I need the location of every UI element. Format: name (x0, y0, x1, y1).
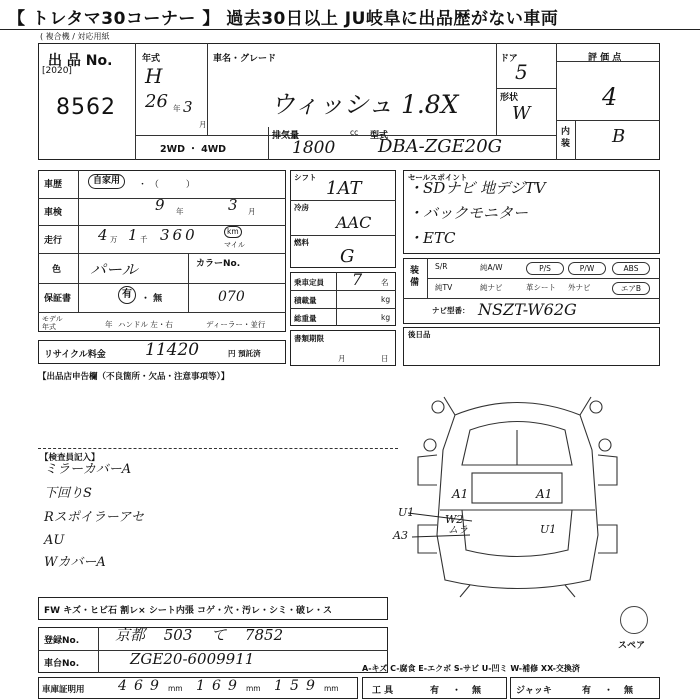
notes-label: 後日品 (408, 330, 431, 339)
doors-value: 5 (515, 60, 528, 84)
equipment-item: P/W (568, 262, 606, 275)
capacity-label: 乗車定員 (294, 278, 324, 287)
certificate-digit: 9 (228, 678, 237, 694)
shift-label: シフト (294, 173, 317, 182)
color-value: パール (90, 260, 138, 279)
chassis-label: 車台No. (44, 659, 80, 669)
inspector-line-4: AU (44, 533, 65, 548)
equipment-item: 革シート (526, 283, 556, 292)
lot-number: 8562 (56, 95, 116, 120)
month-unit: 月 (199, 120, 207, 129)
history-selected-text: 自家用 (93, 176, 121, 186)
displacement-value: 1800 (292, 138, 336, 158)
displacement-label: 排気量 (272, 131, 300, 141)
capacity-unit: 名 (381, 278, 389, 287)
sales-point-1-text: SDナビ 地デジTV (423, 179, 546, 197)
registration-value: 京都 503 て 7852 (115, 626, 284, 644)
equipment-item: S/R (435, 262, 448, 271)
car-name-value: ウィッシュ 1.8X (270, 90, 459, 119)
recycle-value: 11420 (145, 340, 200, 360)
lot-year-tag: [2020] (42, 66, 72, 76)
docs-month: 月 (338, 354, 346, 363)
certificate-digit: 9 (150, 678, 159, 694)
fw-row-text: FW キズ・ヒビ石 割レ× シート内張 コゲ・穴・汚レ・シミ・破レ・ス (44, 606, 332, 616)
equipment-item: P/S (526, 262, 564, 275)
sales-points-label: セールスポイント (408, 173, 468, 182)
load-label: 積載量 (294, 296, 317, 305)
score-label: 評 価 点 (588, 53, 622, 63)
model-code-label: 型式 (370, 131, 389, 141)
equipment-item: 外ナビ (568, 283, 591, 292)
inspection-year: 9 (155, 196, 165, 214)
inspector-line-2: 下回りS (44, 486, 92, 501)
inspector-line-3: Rスポイラーアセ (44, 510, 145, 525)
equipment-item: 純ナビ (480, 283, 503, 292)
ac-value: AAC (336, 213, 372, 232)
inspector-label: 【検査員記入】 (40, 453, 100, 463)
mileage-label: 走行 (44, 236, 63, 246)
mark-w2: W2 (445, 513, 464, 526)
equipment-item: 純A/W (480, 263, 503, 272)
year-value: 26 (145, 91, 168, 112)
drive-type: 2WD ・ 4WD (160, 144, 227, 155)
warranty-sep: ・ 無 (141, 294, 163, 304)
year-month: 3 (183, 98, 193, 116)
jack-no: 無 (624, 686, 634, 696)
certificate-digit: 9 (306, 678, 315, 694)
mileage-sen: 1 (128, 226, 138, 244)
recycle-unit: 円 預託済 (228, 349, 261, 358)
equipment-item: エアB (612, 282, 650, 295)
inspector-line-1: ミラーカバーA (44, 462, 132, 477)
car-name-label: 車名・グレード (213, 54, 277, 64)
equipment-item: ABS (612, 262, 650, 275)
inspection-label: 車検 (44, 208, 63, 218)
warranty-yes (118, 286, 136, 304)
certificate-digit: 1 (196, 678, 205, 694)
load-unit: kg (381, 295, 391, 304)
mark-mura: ムラ (448, 525, 468, 536)
certificate-unit: mm (324, 684, 339, 693)
dealer: ディーラー・並行 (206, 320, 266, 329)
score-value: 4 (602, 83, 618, 111)
warranty-label: 保証書 (44, 294, 72, 304)
sales-point-1: ・SDナビ 地デジTV (408, 179, 546, 197)
jack-label: ジャッキ (516, 686, 552, 696)
warranty-yes-text: 有 (122, 289, 132, 300)
docs-label: 書類期限 (294, 334, 324, 343)
vehicle-info-block (38, 170, 286, 332)
jack-sep: ・ (604, 686, 614, 696)
mark-a3: A3 (393, 529, 408, 542)
fuel-label: 燃料 (294, 238, 309, 247)
inspection-month: 3 (228, 196, 238, 214)
mark-u1-left: U1 (398, 506, 415, 519)
recycle-label: リサイクル料金 (44, 350, 106, 360)
mileage-man-unit: 万 (110, 235, 118, 244)
mileage-km (224, 226, 242, 238)
mileage-man: 4 (98, 226, 108, 244)
handle: ハンドル 左・右 (118, 320, 173, 329)
tools-label: 工 具 (372, 686, 394, 696)
history-rest: ・ （ ） (138, 180, 195, 190)
history-label: 車歴 (44, 180, 63, 190)
gross-label: 総重量 (294, 314, 317, 323)
registration-label: 登録No. (44, 636, 80, 646)
certificate-digit: 1 (274, 678, 283, 694)
interior-label: 内装 (561, 127, 571, 149)
certificate-unit: mm (168, 684, 183, 693)
interior-value: B (612, 126, 626, 147)
displacement-unit: cc (350, 128, 359, 137)
equipment-label: 装備 (410, 266, 420, 288)
history-selected (88, 174, 125, 189)
shape-label: 形状 (500, 93, 519, 103)
tools-sep: ・ (452, 686, 462, 696)
year-unit: 年 (173, 104, 181, 113)
certificate-unit: mm (246, 684, 261, 693)
docs-day: 日 (381, 354, 389, 363)
sales-point-3-text: ETC (423, 229, 456, 247)
certificate-digit: 6 (212, 678, 221, 694)
doors-label: ドア (500, 54, 518, 64)
banner (0, 0, 700, 30)
jack-yes: 有 (582, 686, 592, 696)
certificate-digit: 5 (290, 678, 299, 694)
shift-value: 1AT (326, 178, 362, 199)
fuel-value: G (340, 246, 355, 267)
spare-tire-icon (620, 606, 648, 634)
year-era: H (145, 64, 163, 88)
year-label: 年式 (142, 54, 161, 64)
certificate-digit: 6 (134, 678, 143, 694)
damage-legend: A-キズ C-腐食 E-エクボ S-サビ U-凹ミ W-補修 XX-交換済 (362, 664, 580, 673)
lot-label: 出 品 No. (48, 53, 113, 69)
color-no-label: カラーNo. (196, 259, 241, 269)
notes-block (403, 327, 660, 366)
seller-notes-label: 【出品店申告欄（不良箇所・欠品・注意事項等）】 (38, 372, 230, 382)
color-label: 色 (52, 265, 62, 275)
model-code-value: DBA-ZGE20G (378, 136, 503, 157)
navi-value: NSZT-W62G (478, 300, 577, 319)
shape-value: W (512, 103, 531, 124)
mileage-rest: 360 (160, 226, 198, 244)
capacity-value: 7 (352, 270, 363, 289)
navi-label: ナビ型番： (432, 306, 470, 315)
inspector-line-5: WカバーA (44, 555, 106, 570)
mileage-mile: マイル (224, 241, 245, 249)
certificate-label: 車庫証明用 (42, 685, 85, 695)
inspection-month-unit: 月 (248, 207, 256, 216)
ac-label: 冷房 (294, 203, 309, 212)
equipment-item: 純TV (435, 283, 453, 292)
sub-header: ( 複合機 / 対応用紙 (40, 32, 110, 41)
model-year-label: モデル年式 (42, 315, 63, 331)
mileage-sen-unit: 千 (140, 235, 148, 244)
sales-point-2-text: バックモニター (423, 204, 529, 222)
mark-u1-right: U1 (540, 523, 557, 536)
mark-a1-right: A1 (536, 487, 553, 501)
mark-a1-top: A1 (452, 487, 469, 501)
sales-point-3: ・ETC (408, 229, 456, 247)
banner-text: 【 トレタマ30コーナー 】 過去30日以上 JU岐阜に出品歴がない車両 (8, 9, 559, 29)
mileage-km-text: km (227, 227, 239, 236)
model-year-unit: 年 (105, 320, 113, 329)
tools-no: 無 (472, 686, 482, 696)
inspection-year-unit: 年 (176, 207, 184, 216)
sales-point-2: ・バックモニター (408, 204, 529, 222)
car-damage-diagram (400, 385, 635, 600)
certificate-digit: 4 (118, 678, 127, 694)
tools-yes: 有 (430, 686, 440, 696)
gross-unit: kg (381, 313, 391, 322)
color-no-value: 070 (218, 289, 245, 305)
chassis-value: ZGE20-6009911 (130, 650, 255, 668)
spare-label: スペア (618, 641, 646, 651)
